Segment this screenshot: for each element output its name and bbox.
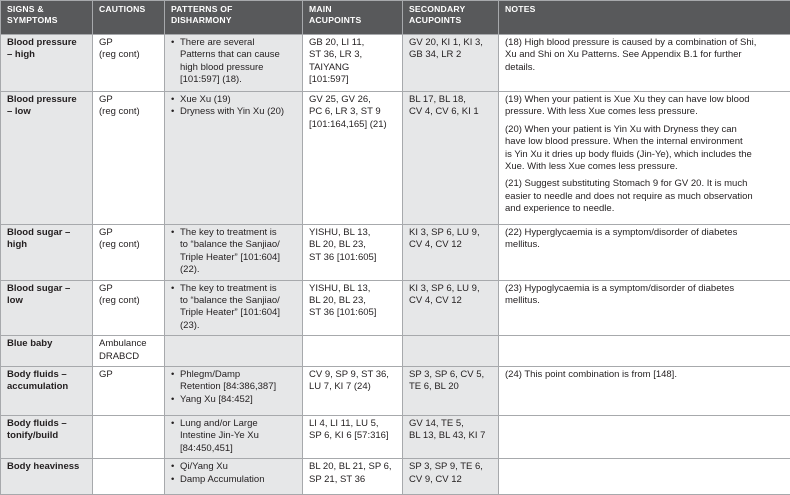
table-row	[1, 336, 790, 367]
text-line: high	[7, 239, 27, 250]
text-line: is Yin Xu it dries up body fluids (Jin-Ye), which includes the	[505, 149, 752, 160]
table-row	[1, 35, 790, 92]
cell-sign	[1, 416, 93, 459]
cell-sign	[1, 336, 93, 367]
text-line: Phlegm/Damp	[180, 369, 240, 380]
text-line: [84:450,451]	[180, 443, 233, 454]
text-line: Retention [84:386,387]	[180, 381, 276, 392]
cell-main-acupoints	[303, 280, 403, 336]
cell-secondary-acupoints	[403, 416, 499, 459]
text-line: (21) Suggest substituting Stomach 9 for GV 20. It is much	[505, 178, 747, 189]
list-item	[171, 394, 297, 406]
text-line: easier to needle and does not require as much observation	[505, 191, 753, 202]
text-line: SP 3, SP 9, TE 6,	[409, 461, 483, 472]
text-line: Yang Xu [84:452]	[180, 394, 253, 405]
text-line: – high	[7, 49, 35, 60]
cell-notes	[499, 416, 790, 459]
cell-patterns	[165, 367, 303, 416]
cell-sign	[1, 367, 93, 416]
text-line: Blood pressure	[7, 94, 77, 105]
cell-patterns	[165, 92, 303, 225]
cell-notes	[499, 459, 790, 495]
text-line: Triple Heater” [101:604]	[180, 307, 280, 318]
list-item	[171, 283, 297, 333]
text-line: Xue Xu (19)	[180, 94, 231, 105]
text-line: CV 4, CV 12	[409, 295, 462, 306]
text-line: GP	[99, 227, 113, 238]
patterns-list	[171, 37, 297, 87]
cell-patterns	[165, 225, 303, 281]
header-row	[1, 1, 790, 35]
text-line: GB 20, LI 11,	[309, 37, 364, 48]
cell-sign	[1, 459, 93, 495]
cell-main-acupoints	[303, 35, 403, 92]
text-line: (24) This point combination is from [148].	[505, 369, 677, 380]
text-line: Body fluids –	[7, 369, 67, 380]
text-line: (reg cont)	[99, 295, 140, 306]
text-line: YISHU, BL 13,	[309, 283, 370, 294]
cell-cautions	[93, 92, 165, 225]
text-line: (reg cont)	[99, 106, 140, 117]
note-paragraph	[505, 124, 785, 174]
list-item	[171, 369, 297, 394]
list-item	[171, 227, 297, 277]
cell-cautions	[93, 35, 165, 92]
text-line: GB 34, LR 2	[409, 49, 461, 60]
text-line: LI 4, LI 11, LU 5,	[309, 418, 379, 429]
text-line: SP 6, KI 6 [57:316]	[309, 430, 389, 441]
cell-sign	[1, 280, 93, 336]
text-line: have low blood pressure. When the internal environment	[505, 136, 743, 147]
table-body	[1, 35, 790, 495]
text-line: LU 7, KI 7 (24)	[309, 381, 371, 392]
text-line: mellitus.	[505, 239, 540, 250]
cell-cautions	[93, 416, 165, 459]
text-line: accumulation	[7, 381, 68, 392]
list-item	[171, 474, 297, 486]
cell-notes	[499, 225, 790, 281]
text-line: Triple Heater” [101:604]	[180, 252, 280, 263]
table-row	[1, 367, 790, 416]
patterns-list	[171, 283, 297, 333]
text-line: BL 20, BL 21, SP 6,	[309, 461, 392, 472]
text-line: Damp Accumulation	[180, 474, 264, 485]
text-line: – low	[7, 106, 31, 117]
text-line: (19) When your patient is Xue Xu they can have low blood	[505, 94, 750, 105]
text-line: BL 13, BL 43, KI 7	[409, 430, 485, 441]
text-line: SP 3, SP 6, CV 5,	[409, 369, 484, 380]
cell-notes	[499, 92, 790, 225]
text-line: pressure. With less Xue comes less pressure.	[505, 106, 698, 117]
cell-main-acupoints	[303, 92, 403, 225]
text-line: Body heaviness	[7, 461, 79, 472]
text-line: Patterns that can cause	[180, 49, 280, 60]
cell-cautions	[93, 336, 165, 367]
table-row	[1, 416, 790, 459]
text-line: (reg cont)	[99, 49, 140, 60]
text-line: Dryness with Yin Xu (20)	[180, 106, 284, 117]
text-line: GP	[99, 94, 113, 105]
cell-cautions	[93, 367, 165, 416]
text-line: Xue. With less Xue comes less pressure.	[505, 161, 678, 172]
patterns-list	[171, 227, 297, 277]
note-paragraph	[505, 37, 785, 74]
text-line: BL 17, BL 18,	[409, 94, 466, 105]
cell-notes	[499, 280, 790, 336]
cell-notes	[499, 336, 790, 367]
text-line: CV 4, CV 6, KI 1	[409, 106, 479, 117]
header-main-acupoints: MAIN ACUPOINTS	[303, 1, 403, 35]
cell-patterns	[165, 416, 303, 459]
text-line: and experience to needle.	[505, 203, 614, 214]
text-line: Body fluids –	[7, 418, 67, 429]
cell-main-acupoints	[303, 367, 403, 416]
text-line: The key to treatment is	[180, 283, 277, 294]
text-line: (23).	[180, 320, 200, 331]
cell-secondary-acupoints	[403, 35, 499, 92]
table-row	[1, 92, 790, 225]
text-line: Qi/Yang Xu	[180, 461, 228, 472]
table-row	[1, 280, 790, 336]
table-row	[1, 225, 790, 281]
text-line: high blood pressure	[180, 62, 263, 73]
patterns-list	[171, 94, 297, 119]
text-line: ST 36 [101:605]	[309, 307, 376, 318]
cell-patterns	[165, 459, 303, 495]
patterns-list	[171, 369, 297, 406]
text-line: GV 20, KI 1, KI 3,	[409, 37, 483, 48]
note-paragraph	[505, 283, 785, 308]
cell-patterns	[165, 35, 303, 92]
text-line: mellitus.	[505, 295, 540, 306]
cell-sign	[1, 35, 93, 92]
text-line: ST 36 [101:605]	[309, 252, 376, 263]
list-item	[171, 106, 297, 118]
text-line: Blood sugar –	[7, 283, 70, 294]
cell-sign	[1, 225, 93, 281]
text-line: GP	[99, 369, 113, 380]
text-line: to “balance the Sanjiao/	[180, 239, 280, 250]
text-line: KI 3, SP 6, LU 9,	[409, 227, 480, 238]
cell-cautions	[93, 225, 165, 281]
note-paragraph	[505, 94, 785, 119]
text-line: (reg cont)	[99, 239, 140, 250]
text-line: PC 6, LR 3, ST 9	[309, 106, 381, 117]
cell-main-acupoints	[303, 459, 403, 495]
cell-secondary-acupoints	[403, 459, 499, 495]
text-line: [101:597]	[309, 74, 349, 85]
text-line: DRABCD	[99, 351, 139, 362]
cell-secondary-acupoints	[403, 367, 499, 416]
text-line: low	[7, 295, 23, 306]
header-cautions: CAUTIONS	[93, 1, 165, 35]
cell-patterns	[165, 280, 303, 336]
header-notes: NOTES	[499, 1, 790, 35]
text-line: (22) Hyperglycaemia is a symptom/disorder of diabetes	[505, 227, 737, 238]
text-line: (23) Hypoglycaemia is a symptom/disorder of diabetes	[505, 283, 734, 294]
cell-secondary-acupoints	[403, 92, 499, 225]
text-line: Lung and/or Large	[180, 418, 258, 429]
text-line: GP	[99, 37, 113, 48]
text-line: The key to treatment is	[180, 227, 277, 238]
text-line: to “balance the Sanjiao/	[180, 295, 280, 306]
list-item	[171, 418, 297, 455]
cell-cautions	[93, 459, 165, 495]
text-line: Blue baby	[7, 338, 52, 349]
text-line: GP	[99, 283, 113, 294]
text-line: GV 25, GV 26,	[309, 94, 371, 105]
cell-main-acupoints	[303, 416, 403, 459]
patterns-list	[171, 418, 297, 455]
text-line: tonify/build	[7, 430, 58, 441]
cell-cautions	[93, 280, 165, 336]
cell-secondary-acupoints	[403, 336, 499, 367]
cell-patterns	[165, 336, 303, 367]
text-line: details.	[505, 62, 535, 73]
text-line: Ambulance	[99, 338, 147, 349]
cell-sign	[1, 92, 93, 225]
header-secondary-acupoints: SECONDARY ACUPOINTS	[403, 1, 499, 35]
table-row	[1, 459, 790, 495]
text-line: GV 14, TE 5,	[409, 418, 464, 429]
text-line: CV 9, CV 12	[409, 474, 462, 485]
text-line: Intestine Jin-Ye Xu	[180, 430, 259, 441]
text-line: KI 3, SP 6, LU 9,	[409, 283, 480, 294]
text-line: (22).	[180, 264, 200, 275]
cell-notes	[499, 35, 790, 92]
text-line: Blood pressure	[7, 37, 77, 48]
note-paragraph	[505, 369, 785, 381]
text-line: (20) When your patient is Yin Xu with Dryness they can	[505, 124, 737, 135]
note-paragraph	[505, 178, 785, 215]
header-signs-symptoms: SIGNS & SYMPTOMS	[1, 1, 93, 35]
cell-notes	[499, 367, 790, 416]
cell-main-acupoints	[303, 225, 403, 281]
text-line: ST 36, LR 3,	[309, 49, 362, 60]
text-line: BL 20, BL 23,	[309, 239, 366, 250]
text-line: There are several	[180, 37, 254, 48]
header-patterns-of-disharmony: PATTERNS OF DISHARMONY	[165, 1, 303, 35]
text-line: [101:164,165] (21)	[309, 119, 387, 130]
text-line: Xu and Shi on Xu Patterns. See Appendix B.1 for further	[505, 49, 742, 60]
patterns-list	[171, 461, 297, 486]
text-line: CV 9, SP 9, ST 36,	[309, 369, 389, 380]
text-line: TE 6, BL 20	[409, 381, 459, 392]
cell-secondary-acupoints	[403, 280, 499, 336]
cell-main-acupoints	[303, 336, 403, 367]
text-line: YISHU, BL 13,	[309, 227, 370, 238]
text-line: [101:597] (18).	[180, 74, 242, 85]
note-paragraph	[505, 227, 785, 252]
text-line: Blood sugar –	[7, 227, 70, 238]
text-line: TAIYANG	[309, 62, 349, 73]
list-item	[171, 94, 297, 106]
text-line: SP 21, ST 36	[309, 474, 365, 485]
list-item	[171, 37, 297, 87]
text-line: (18) High blood pressure is caused by a combination of Shi,	[505, 37, 756, 48]
text-line: CV 4, CV 12	[409, 239, 462, 250]
text-line: BL 20, BL 23,	[309, 295, 366, 306]
cell-secondary-acupoints	[403, 225, 499, 281]
